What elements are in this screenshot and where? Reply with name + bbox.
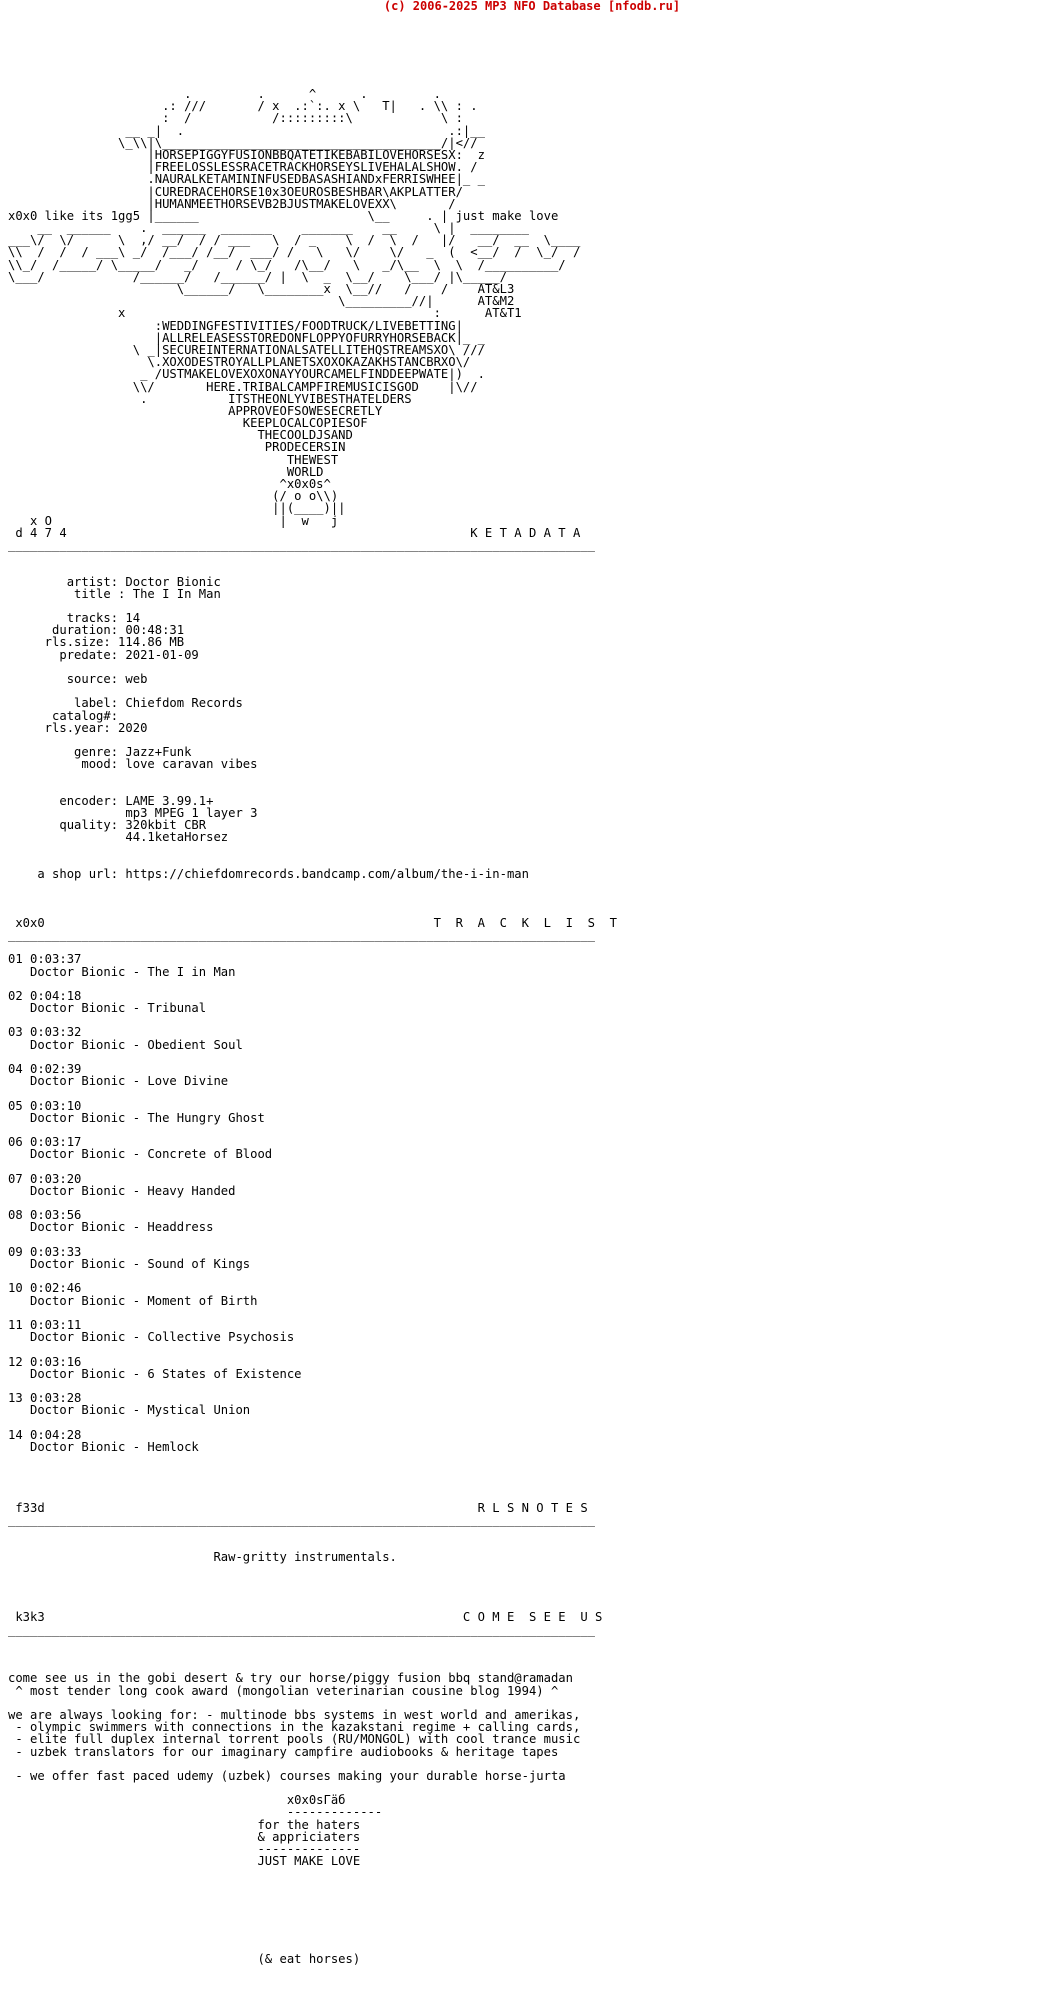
nfo-line: x O | w j	[8, 513, 339, 528]
nfo-line: Doctor Bionic - The Hungry Ghost	[8, 1110, 265, 1125]
nfo-line	[8, 1014, 617, 1026]
nfo-line	[8, 1124, 617, 1136]
nfo-line	[8, 1416, 617, 1428]
nfo-line: __ ______ . ______ _______ _______ __ \ | ________	[8, 221, 529, 236]
nfo-line: __ _| . .:|__	[8, 123, 485, 138]
nfo-line: THEWEST	[8, 452, 339, 467]
nfo-line: x : AT&T1	[8, 306, 522, 321]
nfo-line: duration: 00:48:31	[8, 623, 185, 638]
nfo-line: for the haters	[8, 1817, 361, 1832]
nfo-line: x0x0sГäб	[8, 1793, 346, 1808]
nfo-line	[8, 563, 617, 575]
nfo-line	[8, 1465, 617, 1477]
nfo-line: \\/ HERE.TRIBALCAMPFIREMUSICISGOD |\//	[8, 379, 478, 394]
nfo-line: \_\\|\______________________________________/|<//	[8, 135, 478, 150]
nfo-line: d 4 7 4 K E T A D A T A	[8, 525, 581, 540]
nfo-line: |FREELOSSLESSRACETRACKHORSEYSLIVEHALALSHOW. /	[8, 160, 478, 175]
nfo-line: THECOOLDJSAND	[8, 428, 353, 443]
nfo-line: WORLD	[8, 464, 324, 479]
nfo-line: . . ^ . .	[8, 87, 441, 101]
nfo-line: Doctor Bionic - Hemlock	[8, 1439, 199, 1454]
nfo-line: Doctor Bionic - Tribunal	[8, 1001, 207, 1016]
nfo-line: |HORSEPIGGYFUSIONBBQATETIKEBABILOVEHORSESX: z	[8, 147, 485, 162]
nfo-line: catalog#:	[8, 708, 119, 723]
nfo-line: tracks: 14	[8, 611, 141, 626]
nfo-line	[8, 1234, 617, 1246]
nfo-line	[8, 1928, 617, 1940]
nfo-line: 09 0:03:33	[8, 1244, 82, 1259]
nfo-line: (& eat horses)	[8, 1951, 361, 1966]
nfo-line: -------------	[8, 1805, 383, 1820]
nfo-line	[8, 1453, 617, 1465]
nfo-line: APPROVEOFSOWESECRETLY	[8, 403, 383, 418]
nfo-line	[8, 1477, 617, 1489]
nfo-line: |ALLRELEASESSTOREDONFLOPPYOFURRYHORSEBACK|_ _	[8, 330, 485, 345]
nfo-line: Doctor Bionic - Heavy Handed	[8, 1183, 236, 1198]
nfo-line: 11 0:03:11	[8, 1317, 82, 1332]
nfo-line: - uzbek translators for our imaginary campfire audiobooks & heritage tapes	[8, 1744, 559, 1759]
nfo-line: source: web	[8, 672, 148, 686]
nfo-line: quality: 320kbit CBR	[8, 818, 207, 833]
nfo-line	[8, 1307, 617, 1319]
nfo-line: artist: Doctor Bionic	[8, 574, 221, 589]
nfo-line: predate: 2021-01-09	[8, 647, 199, 662]
nfo-line	[8, 892, 617, 904]
nfo-line	[8, 1197, 617, 1209]
nfo-line: - we offer fast paced udemy (uzbek) courses making your durable horse-jurta	[8, 1768, 566, 1783]
nfo-line: ________________________________________________________________________________	[8, 1512, 595, 1527]
nfo-line	[8, 771, 617, 783]
nfo-line: ^x0x0s^	[8, 477, 331, 491]
nfo-line	[8, 844, 617, 856]
nfo-line	[8, 1270, 617, 1282]
nfo-line: 06 0:03:17	[8, 1135, 82, 1150]
nfo-line	[8, 978, 617, 990]
nfo-line: \_________//| AT&M2	[8, 294, 515, 309]
nfo-line	[8, 1087, 617, 1099]
nfo-line: Doctor Bionic - 6 States of Existence	[8, 1366, 302, 1381]
nfo-line: & appriciaters	[8, 1829, 361, 1844]
nfo-line: _ /USTMAKELOVEXOXONAYYOURCAMELFINDDEEPWATE|) .	[8, 367, 485, 382]
nfo-line: Doctor Bionic - Mystical Union	[8, 1403, 251, 1418]
nfo-line: 08 0:03:56	[8, 1208, 82, 1223]
nfo-line: |CUREDRACEHORSE10x3OEUROSBESHBAR\AKPLATTER/	[8, 184, 463, 199]
nfo-line: Doctor Bionic - Love Divine	[8, 1074, 229, 1089]
nfo-line: label: Chiefdom Records	[8, 696, 243, 711]
nfo-line	[8, 880, 617, 892]
nfo-line: ^ most tender long cook award (mongolian veterinarian cousine blog 1994) ^	[8, 1683, 559, 1698]
nfo-line: a shop url: https://chiefdomrecords.bandcamp.com/album/the-i-in-man	[8, 867, 529, 881]
nfo-line: mood: love caravan vibes	[8, 757, 258, 772]
nfo-line: 14 0:04:28	[8, 1427, 82, 1442]
nfo-line: 07 0:03:20	[8, 1171, 82, 1186]
nfo-line: Doctor Bionic - Headdress	[8, 1220, 214, 1235]
nfo-line: 04 0:02:39	[8, 1062, 82, 1076]
nfo-line: ________________________________________________________________________________	[8, 537, 595, 552]
nfo-line: encoder: LAME 3.99.1+	[8, 793, 214, 808]
nfo-line	[8, 1941, 617, 1953]
nfo-line: --------------	[8, 1842, 361, 1856]
nfo-line: f33d R L S N O T E S	[8, 1500, 588, 1515]
nfo-line: k3k3 C O M E S E E U S	[8, 1610, 603, 1625]
nfo-line: Doctor Bionic - Sound of Kings	[8, 1257, 251, 1271]
nfo-line: x0x0 T R A C K L I S T	[8, 915, 618, 930]
nfo-line: title : The I In Man	[8, 586, 221, 601]
nfo-line: :WEDDINGFESTIVITIES/FOODTRUCK/LIVEBETTING|	[8, 318, 463, 333]
nfo-line: 01 0:03:37	[8, 952, 82, 967]
nfo-line: .NAURALKETAMININFUSEDBASASHIANDxFERRISWHEE|_ _	[8, 172, 485, 187]
nfo-line	[8, 1587, 617, 1599]
nfo-line	[8, 1563, 617, 1575]
nfo-line: ________________________________________________________________________________	[8, 927, 595, 942]
nfo-line: Doctor Bionic - The I in Man	[8, 964, 236, 979]
nfo-line: Doctor Bionic - Concrete of Blood	[8, 1147, 273, 1162]
nfo-line	[8, 1343, 617, 1355]
nfo-line: .: /// / x .:`:. x \ T| . \\ : .	[8, 99, 478, 114]
nfo-line: 02 0:04:18	[8, 988, 82, 1003]
nfo-line: genre: Jazz+Funk	[8, 745, 192, 760]
nfo-line: . ITSTHEONLYVIBESTHATELDERS	[8, 391, 412, 406]
nfo-line: (/ o o\\)	[8, 489, 339, 504]
nfo-line: rls.year: 2020	[8, 720, 148, 735]
nfo-line: we are always looking for: - multinode bbs systems in west world and amerikas,	[8, 1707, 581, 1722]
nfo-line	[8, 1892, 617, 1904]
nfo-line: Doctor Bionic - Moment of Birth	[8, 1293, 258, 1308]
nfo-line: 44.1ketaHorsez	[8, 830, 229, 845]
nfo-line: - elite full duplex internal torrent pools (RU/MONGOL) with cool trance music	[8, 1732, 581, 1747]
nfo-line	[8, 1526, 617, 1538]
nfo-line	[8, 1648, 617, 1660]
nfo-line: |HUMANMEETHORSEVB2BJUSTMAKELOVEXX\ /	[8, 196, 456, 211]
nfo-line	[8, 1636, 617, 1648]
nfo-line: - olympic swimmers with connections in the kazakstani regime + calling cards,	[8, 1720, 581, 1735]
nfo-line	[8, 1538, 617, 1550]
nfo-line: Doctor Bionic - Obedient Soul	[8, 1037, 243, 1052]
nfo-line	[8, 1380, 617, 1392]
nfo-line: 13 0:03:28	[8, 1391, 82, 1406]
nfo-line: rls.size: 114.86 MB	[8, 635, 185, 650]
nfo-line: \______/ \________x \__// / / AT&L3	[8, 282, 515, 296]
nfo-line: x0x0 like its 1gg5 |______ \__ . | just make love	[8, 208, 559, 223]
nfo-line: 12 0:03:16	[8, 1354, 82, 1369]
nfo-line: KEEPLOCALCOPIESOF	[8, 416, 368, 431]
nfo-line: 10 0:02:46	[8, 1281, 82, 1296]
nfo-line	[8, 1880, 617, 1892]
nfo-line	[8, 1575, 617, 1587]
nfo-line: 05 0:03:10	[8, 1098, 82, 1113]
nfo-line: ||(____)||	[8, 501, 346, 516]
nfo-line	[8, 1904, 617, 1916]
nfo-line: PRODECERSIN	[8, 440, 346, 455]
nfo-line: ________________________________________________________________________________	[8, 1622, 595, 1637]
nfo-line: 03 0:03:32	[8, 1025, 82, 1040]
nfo-line	[8, 1051, 617, 1063]
nfo-line	[8, 905, 617, 917]
nfo-line	[8, 1490, 617, 1502]
nfo-line: Raw-gritty instrumentals.	[8, 1549, 397, 1564]
nfo-line: ___\/ \/ \ ,/ __/ / / ___ \ / _ \ / \ / |/ __/ __ \____	[8, 233, 581, 248]
site-credit: (c) 2006-2025 MP3 NFO Database [nfodb.ru]	[383, 0, 681, 13]
nfo-line: : / /:::::::::\ \ :	[8, 111, 463, 126]
nfo-text	[8, 88, 617, 1965]
nfo-line	[8, 1916, 617, 1928]
nfo-line	[8, 1161, 617, 1173]
nfo-line: \.XOXODESTROYALLPLANETSXOXOKAZAKHSTANCBRXO\/	[8, 355, 471, 370]
nfo-line: \ _|SECUREINTERNATIONALSATELLITEHQSTREAMSXO\ ///	[8, 342, 485, 357]
nfo-line: come see us in the gobi desert & try our horse/piggy fusion bbq stand@ramadan	[8, 1671, 573, 1686]
nfo-line: \\_/ /_____/ \_____/ _/ / \_/ /\__/ \ _/\__ \ \ /__________/	[8, 257, 566, 272]
nfo-line	[8, 551, 617, 563]
nfo-line: mp3 MPEG 1 layer 3	[8, 806, 258, 821]
nfo-line: \___/ /______/ /______/ | \ _ \__/ \___/ |\_____/	[8, 269, 507, 284]
nfo-line	[8, 941, 617, 953]
nfo-line: JUST MAKE LOVE	[8, 1854, 361, 1869]
nfo-line: Doctor Bionic - Collective Psychosis	[8, 1330, 295, 1345]
nfo-line: \\ / / / ___\ _/ /___/ /__/ ___/ / \ \/ \/ _ ( <__/ / \_/ /	[8, 245, 581, 260]
nfo-line	[8, 1867, 617, 1879]
